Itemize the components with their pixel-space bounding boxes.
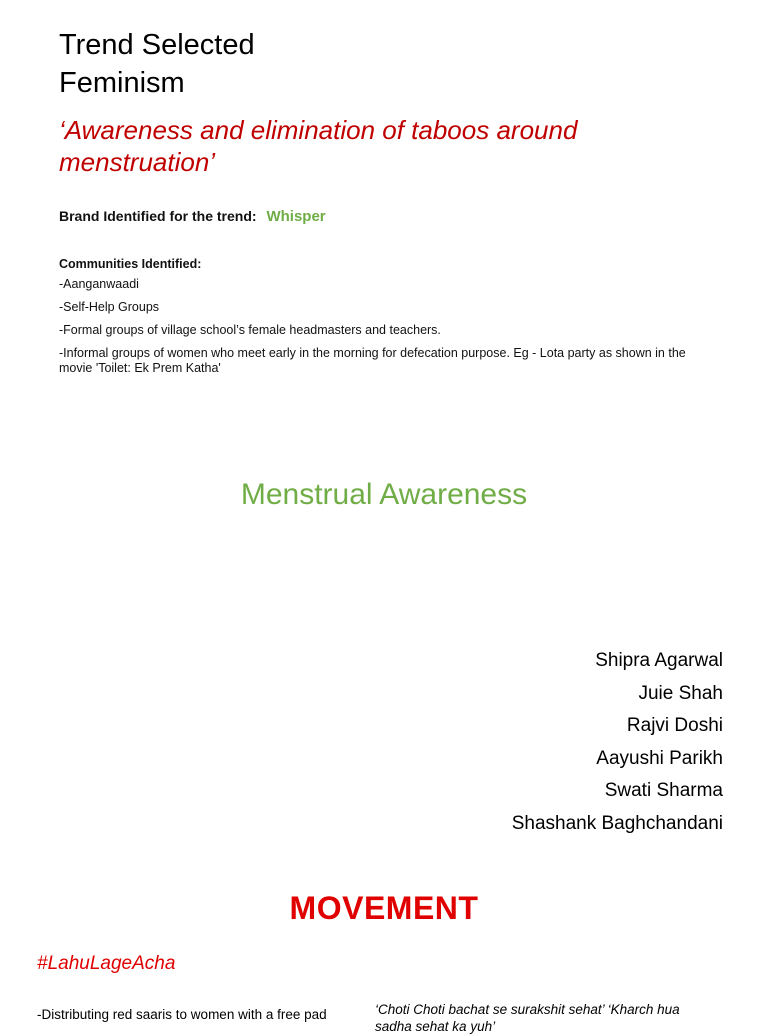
title-line-2: Feminism: [59, 67, 185, 99]
slide-title: [0, 440, 768, 870]
team-member: Shashank Baghchandani: [511, 812, 723, 834]
trend-title: [59, 26, 255, 102]
movement-title: MOVEMENT: [289, 890, 479, 926]
list-item: -Self-Help Groups: [59, 300, 160, 314]
brand-name: Whisper: [266, 208, 326, 225]
trend-quote: ‘Awareness and elimination of taboos around menstruation’: [59, 115, 578, 177]
brand-line: [59, 208, 326, 225]
list-item: -Formal groups of village school’s female headmasters and teachers.: [59, 323, 441, 337]
brand-label: Brand Identified for the trend:: [59, 208, 257, 224]
communities-heading: Communities Identified:: [59, 257, 202, 271]
team-member: Aayushi Parikh: [596, 747, 723, 769]
movement-slogan: ‘Choti Choti bachat se surakshit sehat’ ‘Kharch hua sadha sehat ka yuh’: [375, 1002, 680, 1034]
hashtag: #LahuLageAcha: [37, 953, 176, 974]
list-item: -Informal groups of women who meet early in the morning for defecation purpose. Eg - Lota party as shown in the movie 'Toilet: Ek Prem Katha': [59, 346, 686, 375]
team-member: Juie Shah: [638, 682, 723, 704]
title-line-1: Trend Selected: [59, 29, 255, 61]
list-item: -Aanganwaadi: [59, 277, 139, 291]
slide-trend: [0, 0, 768, 440]
slide-movement: [0, 870, 768, 1034]
movement-action: -Distributing red saaris to women with a free pad: [37, 1007, 327, 1022]
team-member: Swati Sharma: [604, 780, 723, 801]
team-member: Rajvi Doshi: [626, 715, 723, 736]
team-member: Shipra Agarwal: [595, 650, 723, 671]
team-list: [512, 645, 723, 840]
topic-title: Menstrual Awareness: [240, 478, 528, 511]
communities-section: [59, 257, 699, 384]
